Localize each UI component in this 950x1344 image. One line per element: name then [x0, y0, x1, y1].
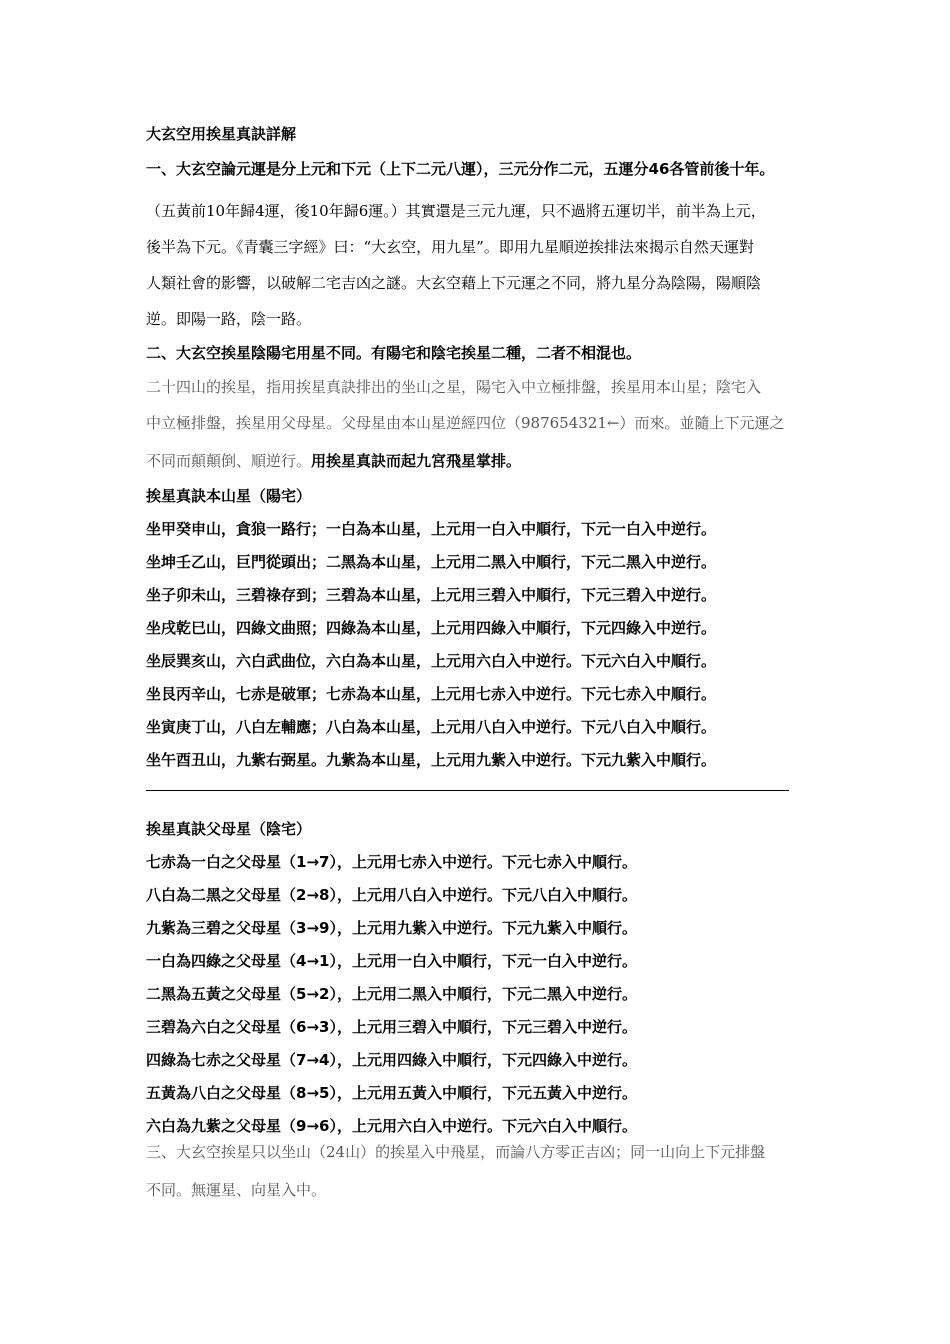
- yang-line: 坐午酉丑山，九紫右弼星。九紫為本山星，上元用九紫入中逆行。下元九紫入中順行。: [146, 751, 717, 769]
- section-2-emphasis: 用挨星真訣而起九宮飛星掌排。: [311, 452, 522, 470]
- yin-line: 一白為四綠之父母星（4→1），上元用一白入中順行，下元一白入中逆行。: [146, 952, 637, 970]
- yin-line: 七赤為一白之父母星（1→7），上元用七赤入中逆行。下元七赤入中順行。: [146, 853, 637, 871]
- yang-heading: 挨星真訣本山星（陽宅）: [146, 487, 312, 505]
- yin-line: 六白為九紫之父母星（9→6），上元用六白入中逆行。下元六白入中順行。: [146, 1117, 637, 1135]
- yang-line: 坐戌乾巳山，四綠文曲照；四綠為本山星，上元用四綠入中順行，下元四綠入中逆行。: [146, 619, 717, 637]
- section-1-line: 逆。即陽一路，陰一路。: [146, 310, 312, 328]
- yin-heading: 挨星真訣父母星（陰宅）: [146, 820, 312, 838]
- yin-line: 八白為二黑之父母星（2→8），上元用八白入中逆行。下元八白入中順行。: [146, 886, 637, 904]
- yang-line: 坐子卯未山，三碧祿存到；三碧為本山星，上元用三碧入中順行，下元三碧入中逆行。: [146, 586, 717, 604]
- section-divider: [146, 790, 789, 791]
- yin-line: 四綠為七赤之父母星（7→4），上元用四綠入中順行，下元四綠入中逆行。: [146, 1051, 637, 1069]
- section-2-line: 二十四山的挨星，指用挨星真訣排出的坐山之星，陽宅入中立極排盤，挨星用本山星；陰宅入: [146, 378, 762, 396]
- yin-line: 二黑為五黃之父母星（5→2），上元用二黑入中順行，下元二黑入中逆行。: [146, 985, 637, 1003]
- yin-line: 三碧為六白之父母星（6→3），上元用三碧入中順行，下元三碧入中逆行。: [146, 1018, 637, 1036]
- yang-line: 坐辰巽亥山，六白武曲位，六白為本山星，上元用六白入中逆行。下元六白入中順行。: [146, 652, 717, 670]
- section-2-line-start: 不同而顛顛倒、順逆行。: [146, 452, 312, 470]
- yang-line: 坐坤壬乙山，巨門從頭出；二黑為本山星，上元用二黑入中順行，下元二黑入中逆行。: [146, 553, 717, 571]
- yin-line: 五黃為八白之父母星（8→5），上元用五黃入中順行，下元五黃入中逆行。: [146, 1084, 637, 1102]
- section-2-heading: 二、大玄空挨星陰陽宅用星不同。有陽宅和陰宅挨星二種，二者不相混也。: [146, 344, 642, 362]
- section-1-heading: 一、大玄空論元運是分上元和下元（上下二元八運），三元分作二元，五運分46各管前後十年。: [146, 160, 775, 178]
- yang-line: 坐甲癸申山，貪狼一路行；一白為本山星，上元用一白入中順行，下元一白入中逆行。: [146, 520, 717, 538]
- yin-line: 九紫為三碧之父母星（3→9），上元用九紫入中逆行。下元九紫入中順行。: [146, 919, 637, 937]
- section-1-line: 後半為下元。《青囊三字經》曰：“大玄空，用九星”。即用九星順逆挨排法來揭示自然天運對: [146, 238, 754, 256]
- section-1-line: （五黃前10年歸4運，後10年歸6運。）其實還是三元九運，只不過將五運切半，前半為上元，: [146, 202, 766, 220]
- section-2-line: 中立極排盤，挨星用父母星。父母星由本山星逆經四位（987654321←）而來。並隨上下元運之: [146, 414, 785, 432]
- section-2-line: [146, 451, 521, 471]
- yang-line: 坐艮丙辛山，七赤是破軍；七赤為本山星，上元用七赤入中逆行。下元七赤入中順行。: [146, 685, 717, 703]
- section-3-line: 不同。無運星、向星入中。: [146, 1181, 327, 1199]
- yang-line: 坐寅庚丁山，八白左輔應；八白為本山星，上元用八白入中逆行。下元八白入中順行。: [146, 718, 717, 736]
- section-1-line: 人類社會的影響，以破解二宅吉凶之謎。大玄空藉上下元運之不同，將九星分為陰陽，陽順陰: [146, 274, 762, 292]
- section-3-line: 三、大玄空挨星只以坐山（24山）的挨星入中飛星，而論八方零正吉凶；同一山向上下元排盤: [146, 1143, 766, 1161]
- document-title: 大玄空用挨星真訣詳解: [146, 125, 297, 143]
